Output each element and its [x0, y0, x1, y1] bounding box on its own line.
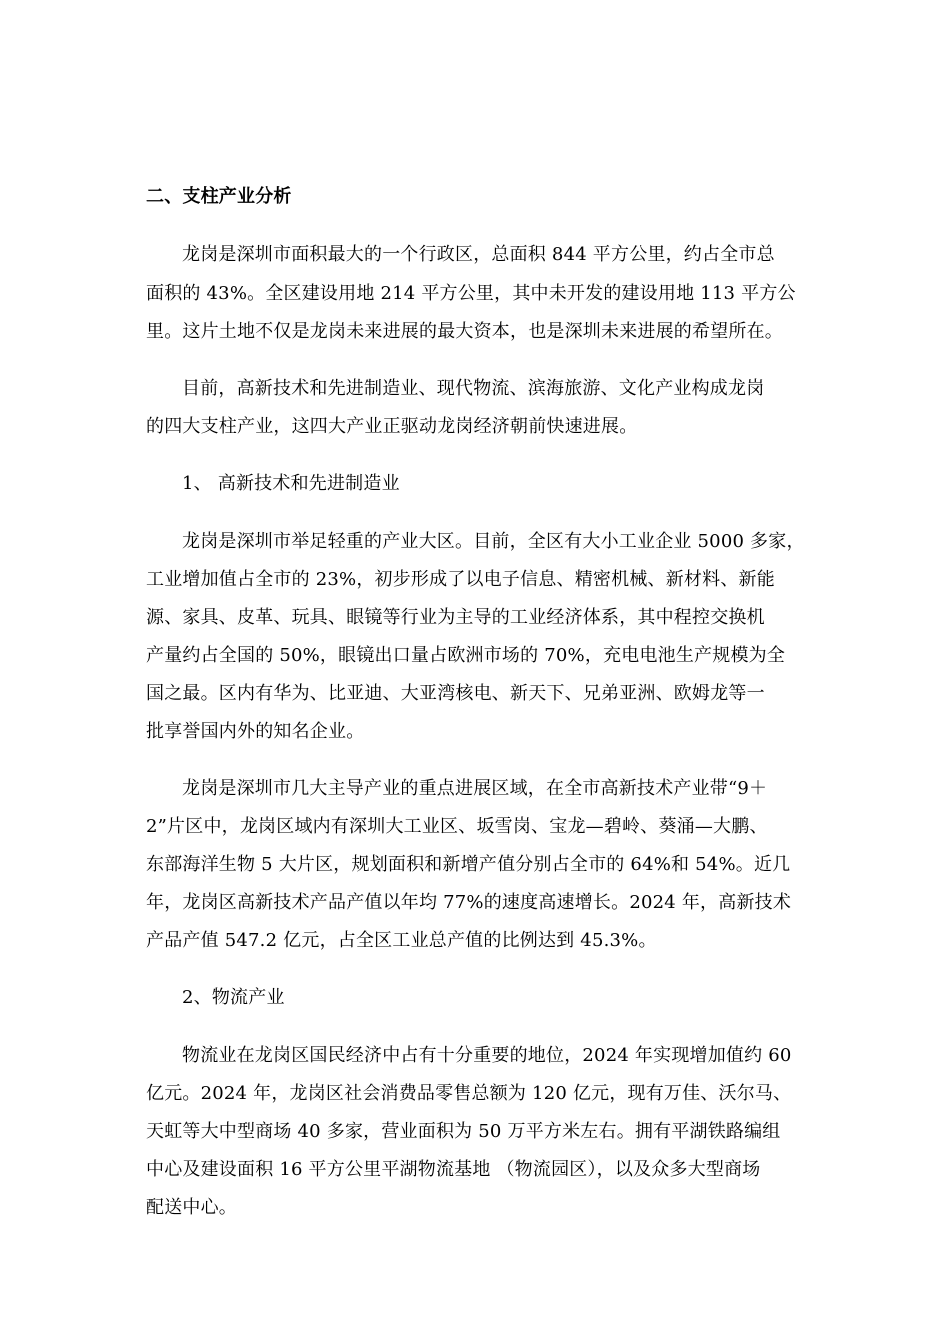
sub1-para1-line-2: 工业增加值占全市的 23%，初步形成了以电子信息、精密机械、新材料、新能 — [146, 569, 775, 590]
sub2-para1-line-1: 物流业在龙岗区国民经济中占有十分重要的地位，2024 年实现增加值约 60 — [182, 1045, 792, 1066]
sub1-para2-line-3: 东部海洋生物 5 大片区，规划面积和新增产值分别占全市的 64%和 54%。近几 — [146, 854, 791, 875]
sub1-para1-line-3: 源、家具、皮革、玩具、眼镜等行业为主导的工业经济体系，其中程控交换机 — [146, 607, 765, 628]
pillars-line-1: 目前，高新技术和先进制造业、现代物流、滨海旅游、文化产业构成龙岗 — [182, 378, 765, 399]
section-heading: 二、支柱产业分析 — [146, 186, 292, 207]
sub2-para1-line-4: 中心及建设面积 16 平方公里平湖物流基地 （物流园区），以及众多大型商场 — [146, 1159, 761, 1180]
intro-line-3: 里。这片土地不仅是龙岗未来进展的最大资本，也是深圳未来进展的希望所在。 — [146, 321, 783, 342]
intro-line-2: 面积的 43%。全区建设用地 214 平方公里，其中未开发的建设用地 113 平方公 — [146, 283, 796, 304]
pillars-line-2: 的四大支柱产业，这四大产业正驱动龙岗经济朝前快速进展。 — [146, 416, 638, 437]
sub1-para1-line-4: 产量约占全国的 50%，眼镜出口量占欧洲市场的 70%，充电电池生产规模为全 — [146, 645, 786, 666]
sub1-para2-line-4: 年，龙岗区高新技术产品产值以年均 77%的速度高速增长。2024 年，高新技术 — [146, 892, 792, 913]
subsection-1-heading: 1、 高新技术和先进制造业 — [182, 473, 400, 494]
sub1-para1-line-5: 国之最。区内有华为、比亚迪、大亚湾核电、新天下、兄弟亚洲、欧姆龙等一 — [146, 683, 765, 704]
sub2-para1-line-2: 亿元。2024 年，龙岗区社会消费品零售总额为 120 亿元，现有万佳、沃尔马、 — [146, 1083, 792, 1104]
subsection-2-heading: 2、物流产业 — [182, 987, 285, 1008]
sub1-para2-line-5: 产品产值 547.2 亿元，占全区工业总产值的比例达到 45.3%。 — [146, 930, 657, 951]
sub1-para1-line-1: 龙岗是深圳市举足轻重的产业大区。目前，全区有大小工业企业 5000 多家， — [182, 531, 805, 552]
sub2-para1-line-3: 天虹等大中型商场 40 多家，营业面积为 50 万平方米左右。拥有平湖铁路编组 — [146, 1121, 781, 1142]
sub1-para2-line-2: 2”片区中，龙岗区域内有深圳大工业区、坂雪岗、宝龙—碧岭、葵涌—大鹏、 — [146, 816, 768, 837]
sub1-para2-line-1: 龙岗是深圳市几大主导产业的重点进展区域，在全市高新技术产业带“9＋ — [182, 778, 768, 799]
sub2-para1-line-5: 配送中心。 — [146, 1197, 237, 1218]
sub1-para1-line-6: 批享誉国内外的知名企业。 — [146, 721, 365, 742]
intro-line-1: 龙岗是深圳市面积最大的一个行政区，总面积 844 平方公里，约占全市总 — [182, 244, 775, 265]
